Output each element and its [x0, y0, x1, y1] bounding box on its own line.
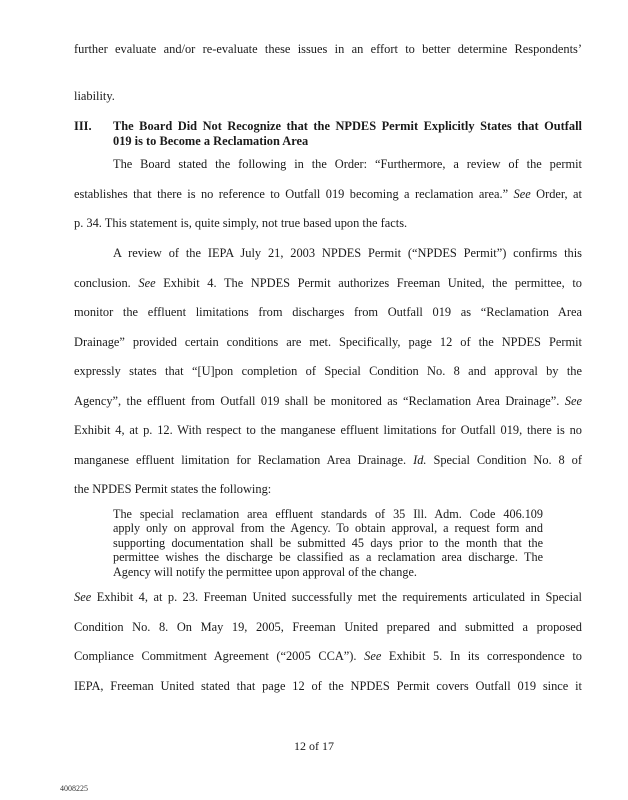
- body-text-line: expressly states that “[U]pon completion of Special Condition No. 8 and approval by the: [74, 364, 582, 378]
- body-text-line: Drainage” provided certain conditions are met. Specifically, page 12 of the NPDES Permit: [74, 335, 582, 349]
- block-quote-line: Agency will notify the permittee upon approval of the change.: [113, 565, 417, 579]
- block-quote-line: apply only on approval from the Agency. To obtain approval, a request form and: [113, 521, 543, 535]
- body-text-line: The Board stated the following in the Order: “Furthermore, a review of the permit: [113, 157, 582, 171]
- body-text-line: conclusion. See Exhibit 4. The NPDES Permit authorizes Freeman United, the permittee, to: [74, 276, 583, 290]
- body-text-line: the NPDES Permit states the following:: [74, 482, 272, 496]
- block-quote-line: The special reclamation area effluent standards of 35 Ill. Adm. Code 406.109: [113, 507, 543, 521]
- body-text-line: See Exhibit 4, at p. 23. Freeman United successfully met the requirements articulated in Special: [74, 590, 582, 604]
- body-text-line: establishes that there is no reference to Outfall 019 becoming a reclamation area.” See Order, at: [74, 187, 582, 201]
- body-text-line: p. 34. This statement is, quite simply, not true based upon the facts.: [74, 216, 408, 230]
- body-text-line: manganese effluent limitation for Reclamation Area Drainage. Id. Special Condition No. 8 of: [74, 453, 583, 467]
- body-text-line: IEPA, Freeman United stated that page 12 of the NPDES Permit covers Outfall 019 since it: [74, 679, 582, 693]
- body-text-line: further evaluate and/or re-evaluate these issues in an effort to better determine Respondents’: [74, 42, 582, 56]
- body-text-line: A review of the IEPA July 21, 2003 NPDES Permit (“NPDES Permit”) confirms this: [113, 246, 582, 260]
- body-text-line: Compliance Commitment Agreement (“2005 CCA”). See Exhibit 5. In its correspondence to: [74, 649, 582, 663]
- page-number: 12 of 17: [294, 739, 334, 753]
- body-text-line: Agency”, the effluent from Outfall 019 shall be monitored as “Reclamation Area Drainage”. See: [74, 394, 582, 408]
- section-number: III.: [74, 119, 92, 133]
- body-text-line: monitor the effluent limitations from discharges from Outfall 019 as “Reclamation Area: [74, 305, 582, 319]
- body-text-line: liability.: [74, 89, 115, 103]
- body-text-line: Condition No. 8. On May 19, 2005, Freeman United prepared and submitted a proposed: [74, 620, 582, 634]
- section-heading: The Board Did Not Recognize that the NPDES Permit Explicitly States that Outfall: [113, 119, 582, 133]
- section-heading: 019 is to Become a Reclamation Area: [113, 134, 309, 148]
- document-number: 4008225: [60, 784, 88, 793]
- block-quote-line: permittee wishes the discharge be classified as a reclamation area discharge. The: [113, 550, 543, 564]
- block-quote-line: supporting documentation shall be submitted 45 days prior to the month that the: [113, 536, 543, 550]
- body-text-line: Exhibit 4, at p. 12. With respect to the manganese effluent limitations for Outfall 019, there is no: [74, 423, 582, 437]
